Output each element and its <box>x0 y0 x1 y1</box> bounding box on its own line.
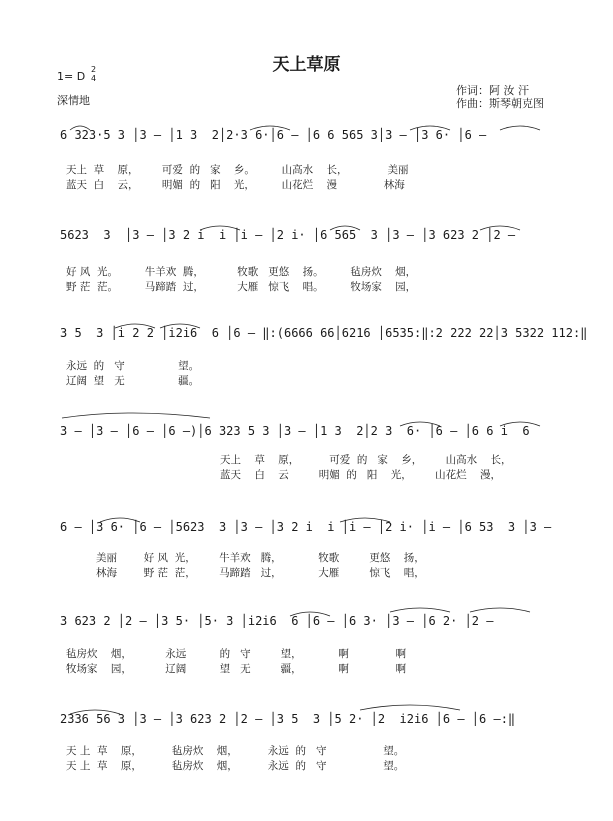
lyric-line-1: 永远 的 守 望。 <box>66 360 200 372</box>
composer-credit: 作曲：斯琴朝克图 <box>456 97 544 110</box>
lyricist-credit: 作词：阿 汝 汗 <box>456 84 529 97</box>
time-signature-bottom: 4 <box>91 74 97 83</box>
lyric-line-2: 野 茫 茫。 马蹄踏 过， 大雁 惊飞 唱。 牧场家 园， <box>66 281 417 293</box>
lyric-line-1: 美丽 好 风 光， 牛羊欢 腾， 牧歌 更悠 扬， <box>96 552 425 564</box>
notation-line: 3 – │3 – │6 – │6 –)│6 323 5 3 │3 – │1 3 2│2 3 6· │6 – │6 6 i 6 <box>60 424 530 438</box>
lyric-line-1: 天上 草 原， 可爱 的 家 乡， 山高水 长， <box>220 454 512 466</box>
lyric-line-2: 林海 野 茫 茫， 马蹄踏 过， 大雁 惊飞 唱， <box>96 567 425 579</box>
notation-line: 6 – │3 6· │6 – │5623 3 │3 – │3 2 i i │i – │2 i· │i – │6 53 3 │3 – <box>60 520 552 534</box>
notation-line: 5623 3 │3 – │3 2 i i │i – │2 i· │6 565 3 │3 – │3 623 2 │2 – <box>60 228 516 242</box>
lyric-line-2: 蓝天 白 云， 明媚 的 阳 光， 山花烂 漫 林海 <box>66 179 405 191</box>
lyric-line-1: 好 风 光。 牛羊欢 腾， 牧歌 更悠 扬。 毡房炊 烟， <box>66 266 417 278</box>
time-signature-top: 2 <box>91 65 97 74</box>
expression-mark: 深情地 <box>57 94 90 107</box>
lyric-line-2: 天 上 草 原， 毡房炊 烟， 永远 的 守 望。 <box>66 760 405 772</box>
notation-line: 3 623 2 │2 – │3 5· │5· 3 │i2i6 6 │6 – │6 3· │3 – │6 2· │2 – <box>60 614 494 628</box>
lyric-line-2: 辽阔 望 无 疆。 <box>66 375 200 387</box>
notation-line: 6 323·5 3 │3 – │1 3 2│2·3 6·│6 – │6 6 565 3│3 – │3 6· │6 – <box>60 128 487 142</box>
notation-line: 3 5 3 │i 2 2 │i2i6 6 │6 – ‖:(6666 66│6216 │6535:‖:2 222 22│3 5322 112:‖ <box>60 326 588 340</box>
notation-line: 2336 56 3 │3 – │3 623 2 │2 – │3 5 3 │5 2· │2 i2i6 │6 – │6 –:‖ <box>60 712 516 726</box>
time-signature <box>91 65 96 83</box>
lyric-line-1: 天上 草 原， 可爱 的 家 乡。 山高水 长， 美丽 <box>66 164 409 176</box>
lyric-line-1: 毡房炊 烟， 永远 的 守 望， 啊 啊 <box>66 648 407 660</box>
key-signature: 1= D <box>57 70 86 83</box>
lyric-line-2: 蓝天 白 云 明媚 的 阳 光， 山花烂 漫， <box>220 469 501 481</box>
lyric-line-2: 牧场家 园， 辽阔 望 无 疆， 啊 啊 <box>66 663 407 675</box>
song-title: 天上草原 <box>272 55 341 75</box>
lyric-line-1: 天 上 草 原， 毡房炊 烟， 永远 的 守 望。 <box>66 745 405 757</box>
